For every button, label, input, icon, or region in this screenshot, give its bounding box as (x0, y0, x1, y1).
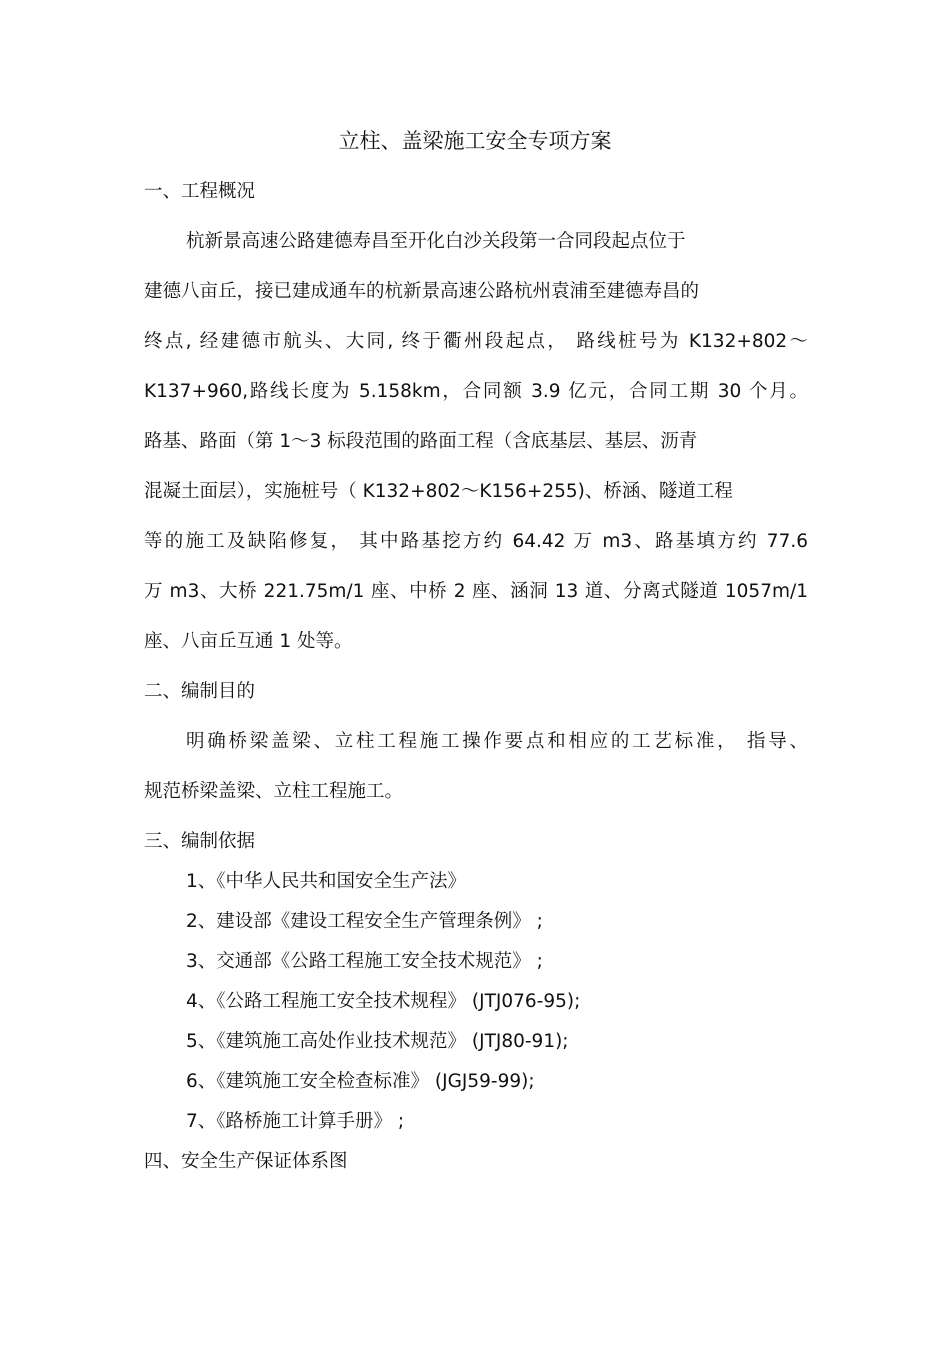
basis-item-1: 1、《中华人民共和国安全生产法》 (186, 871, 467, 892)
basis-item-6: 6、《建筑施工安全检查标准》 (JGJ59-99); (186, 1071, 535, 1092)
section-heading-safety-system: 四、安全生产保证体系图 (144, 1151, 348, 1172)
basis-item-4: 4、《公路工程施工安全技术规程》 (JTJ076-95); (186, 991, 581, 1012)
section-heading-overview: 一、工程概况 (144, 181, 256, 202)
overview-line-7: 等的施工及缺陷修复， 其中路基挖方约 64.42 万 m3、路基填方约 77.6 (144, 531, 808, 552)
overview-line-2: 建德八亩丘，接已建成通车的杭新景高速公路杭州袁浦至建德寿昌的 (144, 281, 700, 302)
overview-line-9: 座、八亩丘互通 1 处等。 (144, 631, 353, 652)
overview-line-6: 混凝土面层），实施桩号（ K132+802～K156+255)、桥涵、隧道工程 (144, 481, 733, 502)
section-heading-purpose: 二、编制目的 (144, 681, 256, 702)
basis-item-7: 7、《路桥施工计算手册》 ; (186, 1111, 405, 1132)
section-heading-basis: 三、编制依据 (144, 831, 256, 852)
purpose-line-1: 明确桥梁盖梁、立柱工程施工操作要点和相应的工艺标准， 指导、 (186, 731, 808, 752)
document-title: 立柱、盖梁施工安全专项方案 (338, 129, 612, 153)
overview-line-1: 杭新景高速公路建德寿昌至开化白沙关段第一合同段起点位于 (186, 231, 686, 252)
basis-item-5: 5、《建筑施工高处作业技术规范》 (JTJ80-91); (186, 1031, 569, 1052)
overview-line-3: 终点, 经建德市航头、大同, 终于衢州段起点， 路线桩号为 K132+802～ (144, 331, 808, 352)
overview-line-5: 路基、路面（第 1～3 标段范围的路面工程（含底基层、基层、沥青 (144, 431, 698, 452)
purpose-line-2: 规范桥梁盖梁、立柱工程施工。 (144, 781, 404, 802)
overview-line-4: K137+960,路线长度为 5.158km，合同额 3.9 亿元，合同工期 30 个月。 (144, 381, 808, 402)
basis-item-3: 3、交通部《公路工程施工安全技术规范》 ; (186, 951, 543, 972)
overview-line-8: 万 m3、大桥 221.75m/1 座、中桥 2 座、涵洞 13 道、分离式隧道 1057m/1 (144, 581, 808, 602)
basis-item-2: 2、建设部《建设工程安全生产管理条例》 ; (186, 911, 543, 932)
